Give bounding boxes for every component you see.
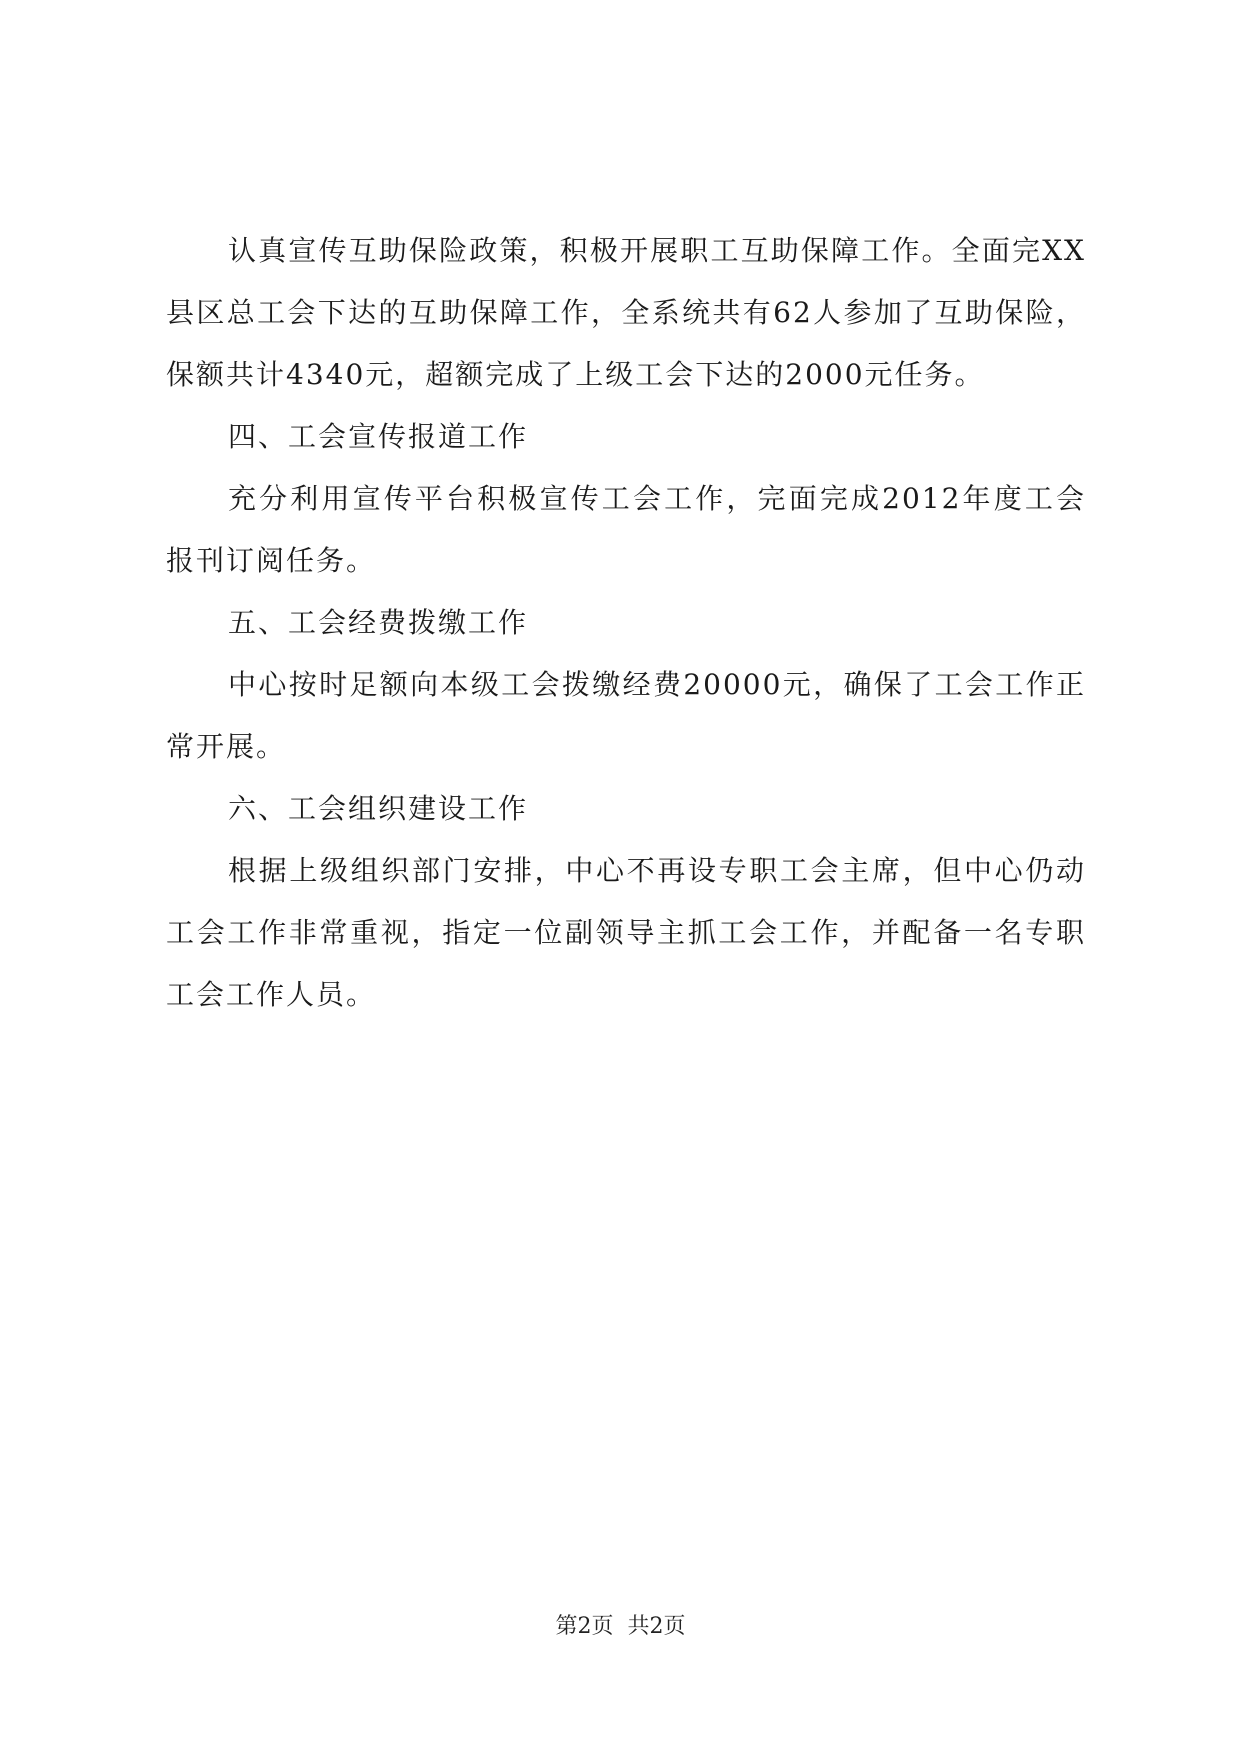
document-body: [166, 220, 1086, 1026]
section-heading-organization: 六、工会组织建设工作: [228, 792, 529, 825]
section-heading-publicity: 四、工会宣传报道工作: [228, 420, 529, 453]
paragraph-organization: 根据上级组织部门安排，中心不再设专职工会主席，但中心仍动工会工作非常重视，指定一位副领导主抓工会工作，并配备一名专职工会工作人员。: [166, 854, 1086, 1011]
paragraph-funds: 中心按时足额向本级工会拨缴经费20000元，确保了工会工作正常开展。: [166, 668, 1086, 763]
page-number-current: 第2页: [555, 1614, 614, 1639]
paragraph-mutual-insurance: 认真宣传互助保险政策，积极开展职工互助保障工作。全面完XX县区总工会下达的互助保障工作，全系统共有62人参加了互助保险，保额共计4340元，超额完成了上级工会下达的2000元任务。: [166, 234, 1086, 391]
page-number-total: 共2页: [627, 1614, 686, 1639]
page-footer: [0, 1612, 1241, 1642]
paragraph-publicity: 充分利用宣传平台积极宣传工会工作，完面完成2012年度工会报刊订阅任务。: [166, 482, 1086, 577]
section-heading-funds: 五、工会经费拨缴工作: [228, 606, 529, 639]
